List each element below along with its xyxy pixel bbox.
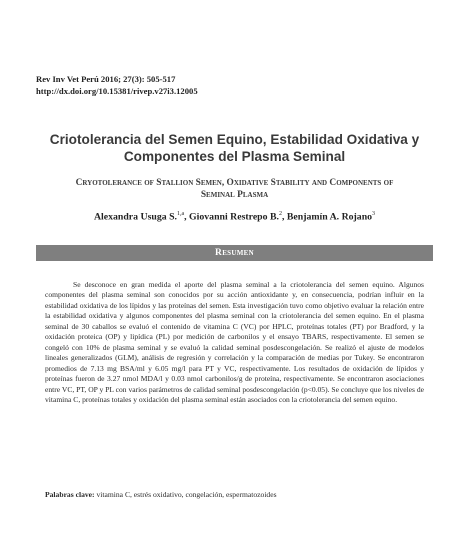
english-title: Cryotolerance of Stallion Semen, Oxidative Stability and Components of Seminal Plasma [75,178,394,200]
abstract-text: Se desconoce en gran medida el aporte del plasma seminal a la criotolerancia del semen equino. Algunos componentes del plasma seminal son conocidos por su acción antioxidante y, en consecuencia, podrían influir en la estabilidad oxidativa de los lípidos y las proteínas del semen. Esta investigación tuvo como objetivo evaluar la relación entre la estabilidad oxidativa y algunos componentes del plasma seminal con la criotolerancia del semen equino. En el plasma seminal de 30 caballos se evaluó el contenido de vitamina C (VC) por HPLC, proteínas totales (PT) por Bradford, y la oxidación proteica (OP) y lipídica (PL) por medición de carbonilos y el ensayo TBARS, respectivamente. El semen se congeló con 10% de plasma seminal y se evaluó la calidad seminal posdescongelación. Se realizó el ajuste de modelos lineales generalizados (GLM), análisis de regresión y correlación y la comparación de medias por Tukey. Se encontraron promedios de 7.13 mg BSA/ml y 6.05 mg/l para PT y VC, respectivamente. Los resultados de oxidación de lípidos y proteínas fueron de 3.27 nmol MDA/l y 0.03 nmol carbonilos/g de proteína, respectivamente. Se encontraron asociaciones entre VC, PT, OP y PL con varios parámetros de calidad seminal posdescongelación (p<0.05). Se concluye que los niveles de vitamina C, proteínas totales y oxidación del plasma seminal están asociados con la criotolerancia del semen equino. [45,280,424,404]
author-separator: , [184,211,190,223]
keywords-list: vitamina C, estrés oxidativo, congelación, espermatozoides [96,490,277,499]
keywords-label: Palabras clave: [45,490,95,499]
doi-link[interactable]: http://dx.doi.org/10.15381/rivep.v27i3.12005 [36,85,198,96]
author-name: Alexandra Usuga S. [93,211,177,223]
journal-citation: Rev Inv Vet Perú 2016; 27(3): 505-517 [36,74,176,84]
author-name: Benjamín A. Rojano [286,211,373,223]
author-separator: , [281,211,287,223]
author-affiliation-mark: 2 [278,211,282,217]
resumen-heading: Resumen [36,245,433,261]
author-list [36,211,433,222]
keywords-line [45,490,424,499]
author-affiliation-mark: 3 [372,211,376,217]
author-affiliation-mark: 1,a [176,211,185,217]
citation-block [36,74,198,97]
author-name: Giovanni Restrepo B. [189,211,279,223]
article-title: Criotolerancia del Semen Equino, Estabilidad Oxidativa y Componentes del Plasma Seminal [49,132,420,164]
